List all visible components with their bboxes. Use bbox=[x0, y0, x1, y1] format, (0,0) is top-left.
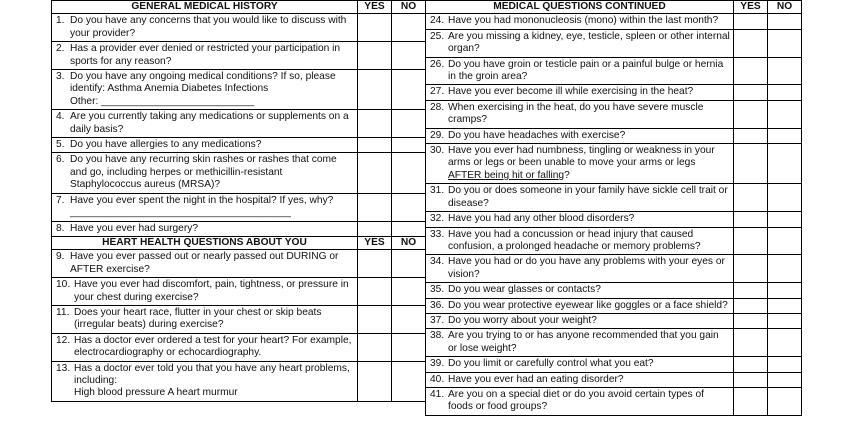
question-cell bbox=[426, 128, 734, 143]
no-cell bbox=[392, 333, 426, 361]
question-underlined-text: AFTER being hit or falling bbox=[448, 169, 565, 181]
question-main-text: Do you have headaches with exercise? bbox=[448, 129, 626, 141]
question-text bbox=[70, 154, 354, 191]
question bbox=[56, 111, 354, 136]
question bbox=[430, 330, 730, 355]
yes-column-header: YES bbox=[358, 236, 392, 249]
question-text bbox=[448, 102, 730, 127]
question-cell bbox=[426, 227, 734, 255]
question-row bbox=[52, 14, 426, 42]
question-main-text: Do you wear glasses or contacts? bbox=[448, 284, 601, 296]
question-number: 28. bbox=[430, 101, 445, 113]
question-number: 26. bbox=[430, 58, 445, 70]
question-number: 29. bbox=[430, 129, 445, 141]
no-cell bbox=[768, 128, 802, 143]
question-number: 41. bbox=[430, 388, 445, 400]
question-main-text: Do you limit or carefully control what you eat? bbox=[448, 358, 654, 370]
question-text bbox=[74, 335, 354, 360]
question-text bbox=[70, 43, 354, 68]
question bbox=[56, 15, 354, 40]
question-main-text: Does your heart race, flutter in your chest or skip beats (irregular beats) during exercise? bbox=[74, 306, 322, 331]
question-main-text: Are you trying to or has anyone recommended that you gain or lose weight? bbox=[448, 330, 719, 354]
question-cell bbox=[52, 70, 358, 110]
no-cell bbox=[768, 313, 802, 328]
question-main-text: Do you have any recurring skin rashes or rashes that come and go, including herpes or methicillin-resistant Staphylococcus aureus (MRSA)? bbox=[70, 154, 337, 191]
question-number: 24. bbox=[430, 15, 445, 27]
no-column-header: NO bbox=[392, 236, 426, 249]
question bbox=[430, 213, 730, 225]
question-cell bbox=[426, 212, 734, 227]
no-cell bbox=[768, 57, 802, 85]
question bbox=[56, 335, 354, 360]
question-text bbox=[448, 284, 730, 296]
question-row bbox=[426, 283, 802, 298]
question-cell bbox=[426, 298, 734, 313]
yes-cell bbox=[734, 128, 768, 143]
question-cell bbox=[52, 14, 358, 42]
yes-cell bbox=[358, 250, 392, 278]
question bbox=[430, 389, 730, 414]
no-cell bbox=[768, 298, 802, 313]
question-text bbox=[448, 86, 730, 98]
question-text bbox=[70, 71, 354, 108]
question-sub-line: identify: Asthma Anemia Diabetes Infections bbox=[70, 83, 269, 95]
question-main-text: Do you have allergies to any medications? bbox=[70, 139, 262, 151]
yes-cell bbox=[734, 313, 768, 328]
question-number: 12. bbox=[56, 334, 71, 346]
question-cell bbox=[426, 387, 734, 415]
question-row bbox=[52, 110, 426, 138]
question-cell bbox=[426, 283, 734, 298]
question-text bbox=[448, 300, 730, 312]
question-text bbox=[70, 251, 354, 276]
question-main-text: Do you have any concerns that you would like to discuss with your provider? bbox=[70, 15, 347, 39]
question-number: 11. bbox=[56, 306, 70, 318]
question-cell bbox=[52, 278, 358, 306]
section-header bbox=[52, 236, 426, 249]
yes-column-header: YES bbox=[358, 1, 392, 14]
yes-cell bbox=[734, 329, 768, 357]
no-cell bbox=[768, 212, 802, 227]
question-number: 40. bbox=[430, 373, 445, 385]
left-question-table bbox=[51, 0, 426, 402]
question-number: 37. bbox=[430, 314, 445, 326]
question-number: 13. bbox=[56, 362, 71, 374]
yes-cell bbox=[734, 144, 768, 184]
section-title: HEART HEALTH QUESTIONS ABOUT YOU bbox=[52, 236, 358, 249]
question-main-text: Are you currently taking any medications or supplements on a daily basis? bbox=[70, 111, 349, 135]
no-column-header: NO bbox=[392, 1, 426, 14]
question-cell bbox=[52, 221, 358, 236]
question-number: 6. bbox=[56, 154, 65, 166]
question bbox=[56, 195, 354, 220]
question-text bbox=[448, 185, 730, 210]
question-main-text: Are you missing a kidney, eye, testicle, spleen or other internal organ? bbox=[448, 30, 730, 55]
question-row bbox=[52, 333, 426, 361]
question-row bbox=[426, 29, 802, 57]
question-cell bbox=[52, 250, 358, 278]
question-text bbox=[448, 130, 730, 142]
question-row bbox=[426, 372, 802, 387]
question-number: 8. bbox=[56, 222, 65, 234]
no-cell bbox=[768, 372, 802, 387]
question-tail-text: ? bbox=[564, 169, 570, 181]
question bbox=[430, 256, 730, 281]
yes-cell bbox=[358, 153, 392, 193]
no-cell bbox=[392, 250, 426, 278]
question-number: 30. bbox=[430, 145, 445, 157]
question-number: 1. bbox=[56, 15, 65, 27]
question bbox=[430, 229, 730, 254]
question-row bbox=[52, 250, 426, 278]
question bbox=[430, 315, 730, 327]
no-cell bbox=[768, 14, 802, 29]
question bbox=[56, 154, 354, 191]
question bbox=[430, 31, 730, 56]
question bbox=[430, 86, 730, 98]
section-title: MEDICAL QUESTIONS CONTINUED bbox=[426, 1, 734, 14]
yes-cell bbox=[734, 212, 768, 227]
yes-cell bbox=[734, 357, 768, 372]
question bbox=[430, 284, 730, 296]
question-row bbox=[52, 278, 426, 306]
yes-cell bbox=[734, 100, 768, 128]
no-cell bbox=[392, 221, 426, 236]
question-row bbox=[426, 144, 802, 184]
no-cell bbox=[392, 138, 426, 153]
yes-cell bbox=[358, 14, 392, 42]
question-row bbox=[52, 221, 426, 236]
yes-cell bbox=[358, 221, 392, 236]
question-row bbox=[426, 184, 802, 212]
question-row bbox=[426, 387, 802, 415]
no-cell bbox=[768, 387, 802, 415]
question bbox=[56, 363, 354, 400]
yes-cell bbox=[358, 138, 392, 153]
no-cell bbox=[392, 361, 426, 401]
question-cell bbox=[426, 357, 734, 372]
question-main-text: Do you or does someone in your family have sickle cell trait or disease? bbox=[448, 185, 728, 209]
question-row bbox=[426, 227, 802, 255]
question-row bbox=[52, 361, 426, 401]
no-cell bbox=[768, 227, 802, 255]
question bbox=[56, 139, 354, 151]
question-text bbox=[448, 330, 730, 355]
question-row bbox=[52, 42, 426, 70]
question-cell bbox=[52, 138, 358, 153]
yes-cell bbox=[734, 85, 768, 100]
no-cell bbox=[392, 42, 426, 70]
no-cell bbox=[392, 278, 426, 306]
question-text bbox=[74, 307, 354, 332]
question-main-text: Have you ever had numbness, tingling or weakness in your arms or legs or been unable to move your arms or legs bbox=[448, 145, 715, 169]
question-row bbox=[52, 305, 426, 333]
question-row bbox=[52, 70, 426, 110]
question bbox=[430, 300, 730, 312]
question-row bbox=[426, 85, 802, 100]
question-text bbox=[70, 223, 354, 235]
yes-cell bbox=[358, 42, 392, 70]
question-row bbox=[52, 153, 426, 193]
yes-cell bbox=[734, 283, 768, 298]
section-title: GENERAL MEDICAL HISTORY bbox=[52, 1, 358, 14]
yes-cell bbox=[734, 255, 768, 283]
yes-cell bbox=[358, 193, 392, 221]
question-text bbox=[74, 279, 354, 304]
question-cell bbox=[52, 153, 358, 193]
question-cell bbox=[426, 329, 734, 357]
question-row bbox=[426, 357, 802, 372]
question-main-text: Has a doctor ever ordered a test for your heart? For example, electrocardiography or echocardiography. bbox=[74, 334, 352, 359]
no-cell bbox=[768, 283, 802, 298]
question bbox=[430, 15, 730, 27]
question-number: 39. bbox=[430, 358, 445, 370]
question-text bbox=[448, 389, 730, 414]
question-number: 31. bbox=[430, 185, 445, 197]
no-cell bbox=[768, 357, 802, 372]
question-text bbox=[448, 358, 730, 370]
right-question-table bbox=[425, 0, 802, 416]
no-cell bbox=[768, 29, 802, 57]
question-text bbox=[448, 213, 730, 225]
question-cell bbox=[52, 42, 358, 70]
no-cell bbox=[768, 100, 802, 128]
question-main-text: Have you had a concussion or head injury that caused confusion, a prolonged headache or memory problems? bbox=[448, 228, 701, 252]
question-row bbox=[426, 298, 802, 313]
question-main-text: Have you had or do you have any problems with your eyes or vision? bbox=[448, 256, 725, 280]
question-text bbox=[448, 315, 730, 327]
yes-column-header: YES bbox=[734, 1, 768, 14]
question-sub-line: Other: ___________________________ bbox=[70, 95, 255, 107]
question-number: 3. bbox=[56, 71, 65, 83]
section-header bbox=[426, 1, 802, 14]
question bbox=[430, 130, 730, 142]
no-cell bbox=[768, 85, 802, 100]
question-main-text: Have you ever passed out or nearly passed out DURING or AFTER exercise? bbox=[70, 251, 339, 275]
question bbox=[56, 279, 354, 304]
question-number: 32. bbox=[430, 213, 445, 225]
question-main-text: Have you had mononucleosis (mono) within the last month? bbox=[448, 15, 719, 27]
question-text bbox=[448, 59, 730, 84]
question-number: 4. bbox=[56, 111, 65, 123]
question-row bbox=[52, 138, 426, 153]
question-number: 27. bbox=[430, 86, 445, 98]
question-main-text: Are you on a special diet or do you avoid certain types of foods or food groups? bbox=[448, 388, 704, 413]
question-number: 5. bbox=[56, 139, 65, 151]
question-number: 38. bbox=[430, 330, 445, 342]
question bbox=[56, 251, 354, 276]
section-header bbox=[52, 1, 426, 14]
question-text bbox=[70, 139, 354, 151]
question-cell bbox=[426, 57, 734, 85]
question bbox=[56, 223, 354, 235]
question-cell bbox=[426, 14, 734, 29]
question bbox=[430, 59, 730, 84]
yes-cell bbox=[358, 305, 392, 333]
yes-cell bbox=[734, 227, 768, 255]
question-number: 25. bbox=[430, 30, 445, 42]
question bbox=[430, 145, 730, 182]
question-cell bbox=[426, 313, 734, 328]
question-cell bbox=[426, 255, 734, 283]
question-main-text: Have you ever become ill while exercising in the heat? bbox=[448, 86, 694, 98]
question-cell bbox=[52, 361, 358, 401]
no-cell bbox=[392, 110, 426, 138]
question-number: 10. bbox=[56, 279, 71, 291]
question-number: 34. bbox=[430, 256, 445, 268]
question-number: 33. bbox=[430, 228, 445, 240]
yes-cell bbox=[358, 70, 392, 110]
yes-cell bbox=[358, 110, 392, 138]
no-cell bbox=[392, 193, 426, 221]
yes-cell bbox=[734, 29, 768, 57]
question-cell bbox=[426, 29, 734, 57]
question-row bbox=[52, 193, 426, 221]
question-cell bbox=[426, 100, 734, 128]
question-cell bbox=[426, 372, 734, 387]
question-main-text: Do you have any ongoing medical conditions? If so, please bbox=[70, 71, 336, 83]
question-text bbox=[448, 256, 730, 281]
no-cell bbox=[768, 144, 802, 184]
question-row bbox=[426, 57, 802, 85]
question-main-text: Have you ever spent the night in the hospital? If yes, why? bbox=[70, 194, 334, 206]
question-number: 35. bbox=[430, 284, 445, 296]
question-cell bbox=[52, 333, 358, 361]
question-cell bbox=[52, 305, 358, 333]
question-main-text: Has a doctor ever told you that you have any heart problems, including: bbox=[74, 362, 350, 386]
question-main-text: Do you have groin or testicle pain or a painful bulge or hernia in the groin area? bbox=[448, 58, 724, 83]
question-number: 36. bbox=[430, 299, 445, 311]
question-number: 2. bbox=[56, 43, 65, 55]
question-main-text: Do you worry about your weight? bbox=[448, 314, 597, 326]
question-sub-line: High blood pressure A heart murmur bbox=[74, 387, 238, 399]
question-row bbox=[426, 14, 802, 29]
question-cell bbox=[426, 184, 734, 212]
question-row bbox=[426, 255, 802, 283]
yes-cell bbox=[358, 278, 392, 306]
question-main-text: Has a provider ever denied or restricted your participation in sports for any reason? bbox=[70, 43, 341, 67]
no-cell bbox=[392, 153, 426, 193]
yes-cell bbox=[734, 14, 768, 29]
question-main-text: Have you had any other blood disorders? bbox=[448, 213, 635, 225]
question-number: 9. bbox=[56, 251, 65, 263]
yes-cell bbox=[358, 333, 392, 361]
question-text bbox=[74, 363, 354, 400]
no-cell bbox=[392, 14, 426, 42]
no-cell bbox=[392, 305, 426, 333]
question-text bbox=[70, 111, 354, 136]
yes-cell bbox=[358, 361, 392, 401]
yes-cell bbox=[734, 387, 768, 415]
question-row bbox=[426, 128, 802, 143]
no-cell bbox=[768, 329, 802, 357]
question-row bbox=[426, 329, 802, 357]
question-cell bbox=[52, 193, 358, 221]
question-main-text: Have you ever had discomfort, pain, tightness, or pressure in your chest during exercise? bbox=[74, 279, 349, 303]
question-main-text: Do you wear protective eyewear like goggles or a face shield? bbox=[448, 299, 728, 311]
yes-cell bbox=[734, 184, 768, 212]
question-main-text: Have you ever had surgery? bbox=[70, 222, 198, 234]
question-main-text: Have you ever had an eating disorder? bbox=[448, 373, 624, 385]
yes-cell bbox=[734, 298, 768, 313]
question bbox=[56, 307, 354, 332]
question-text bbox=[448, 145, 730, 182]
question-text bbox=[448, 15, 730, 27]
question-text bbox=[70, 195, 354, 220]
question bbox=[430, 185, 730, 210]
question bbox=[430, 374, 730, 386]
question bbox=[430, 102, 730, 127]
question-text bbox=[448, 31, 730, 56]
question-row bbox=[426, 212, 802, 227]
question bbox=[56, 71, 354, 108]
question-row bbox=[426, 313, 802, 328]
no-column-header: NO bbox=[768, 1, 802, 14]
question bbox=[430, 358, 730, 370]
question-cell bbox=[52, 110, 358, 138]
question-cell bbox=[426, 85, 734, 100]
question-text bbox=[448, 229, 730, 254]
question bbox=[56, 43, 354, 68]
yes-cell bbox=[734, 372, 768, 387]
question-text bbox=[448, 374, 730, 386]
question-main-text: When exercising in the heat, do you have severe muscle cramps? bbox=[448, 101, 704, 126]
question-sub-line: _______________________________________ bbox=[70, 207, 291, 219]
no-cell bbox=[768, 255, 802, 283]
no-cell bbox=[768, 184, 802, 212]
question-text bbox=[70, 15, 354, 40]
question-cell bbox=[426, 144, 734, 184]
question-row bbox=[426, 100, 802, 128]
no-cell bbox=[392, 70, 426, 110]
yes-cell bbox=[734, 57, 768, 85]
question-number: 7. bbox=[56, 194, 65, 206]
